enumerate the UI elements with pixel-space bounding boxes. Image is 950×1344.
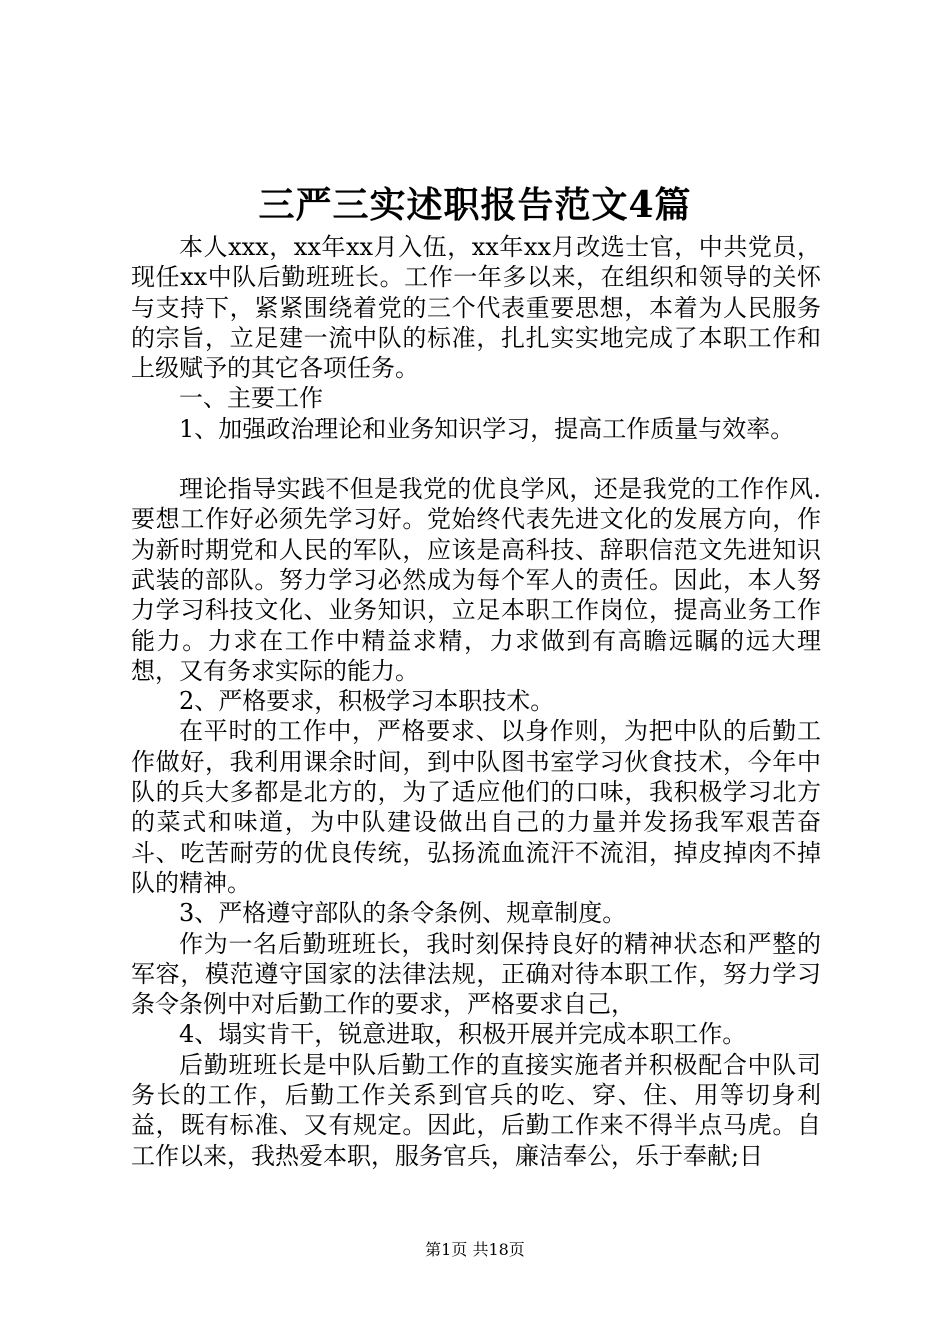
document-title: 三严三实述职报告范文4篇 bbox=[258, 184, 692, 226]
document-body bbox=[131, 232, 821, 1171]
page-number-footer: 第1页 共18页 bbox=[425, 1240, 525, 1259]
paragraph-item-2: 在平时的工作中，严格要求、以身作则，为把中队的后勤工作做好，我利用课余时间，到中队图书室学习伙食技术，今年中队的兵大多都是北方的，为了适应他们的口味，我积极学习北方的菜式和味道，为中队建设做出自己的力量并发扬我军艰苦奋斗、吃苦耐劳的优良传统，弘扬流血流汗不流泪，掉皮掉肉不掉队的精神。 bbox=[131, 717, 821, 897]
section-heading-main-work: 一、主要工作 bbox=[179, 384, 323, 413]
paragraph-item-4: 后勤班班长是中队后勤工作的直接实施者并积极配合中队司务长的工作，后勤工作关系到官兵的吃、穿、住、用等切身利益，既有标准、又有规定。因此，后勤工作来不得半点马虎。自工作以来，我热爱本职，服务官兵，廉洁奉公，乐于奉献;日 bbox=[131, 1050, 821, 1170]
item-heading-3: 3、严格遵守部队的条令条例、规章制度。 bbox=[179, 899, 627, 928]
item-heading-2: 2、严格要求，积极学习本职技术。 bbox=[179, 687, 555, 716]
paragraph-item-3: 作为一名后勤班班长，我时刻保持良好的精神状态和严整的军容，模范遵守国家的法律法规，正确对待本职工作，努力学习条令条例中对后勤工作的要求，严格要求自己， bbox=[131, 929, 821, 1019]
paragraph-intro: 本人xxx，xx年xx月入伍，xx年xx月改选士官，中共党员，现任xx中队后勤班班长。工作一年多以来，在组织和领导的关怀与支持下，紧紧围绕着党的三个代表重要思想，本着为人民服务的宗旨，立足建一流中队的标准，扎扎实实地完成了本职工作和上级赋予的其它各项任务。 bbox=[131, 233, 821, 383]
paragraph-gap bbox=[131, 444, 821, 474]
item-heading-4: 4、塌实肯干，锐意进取，积极开展并完成本职工作。 bbox=[179, 1020, 747, 1049]
item-heading-1: 1、加强政治理论和业务知识学习，提高工作质量与效率。 bbox=[179, 414, 795, 443]
paragraph-item-1: 理论指导实践不但是我党的优良学风，还是我党的工作作风.要想工作好必须先学习好。党始终代表先进文化的发展方向，作为新时期党和人民的军队，应该是高科技、辞职信范文先进知识武装的部队。努力学习必然成为每个军人的责任。因此，本人努力学习科技文化、业务知识，立足本职工作岗位，提高业务工作能力。力求在工作中精益求精，力求做到有高瞻远瞩的远大理想，又有务求实际的能力。 bbox=[131, 475, 821, 685]
